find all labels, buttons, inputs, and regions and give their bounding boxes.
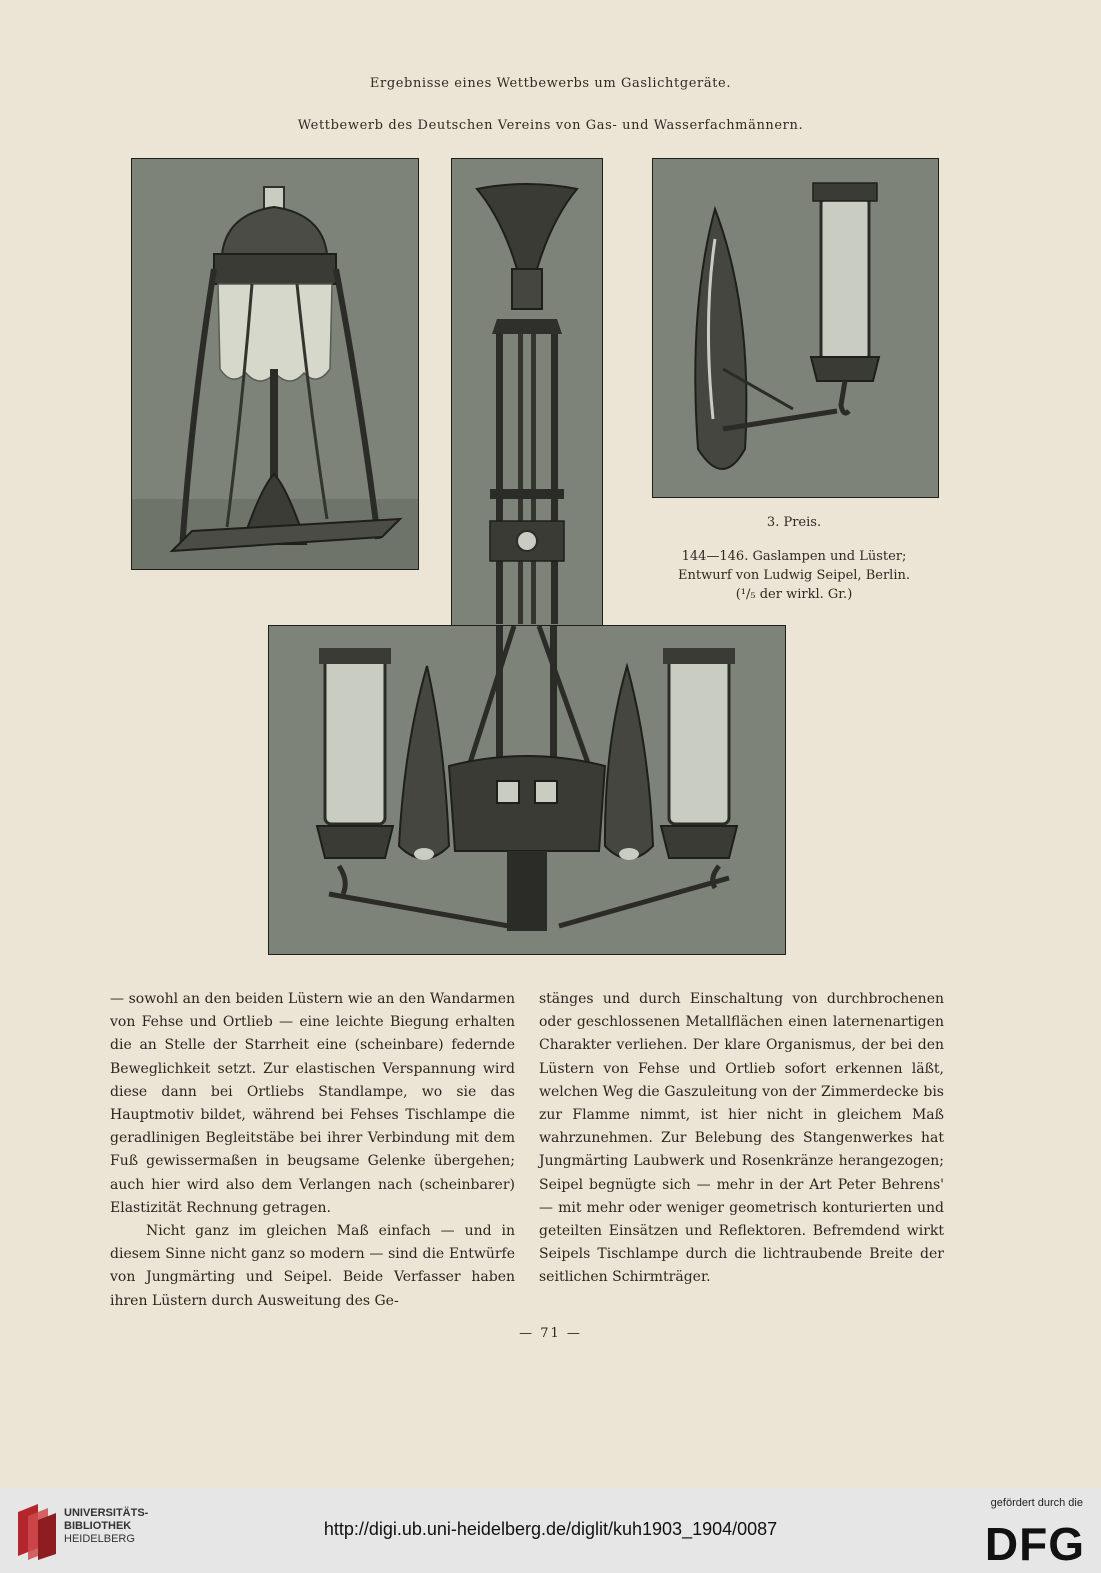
paragraph: stänges und durch Einschaltung von durchbrochenen oder geschlossenen Metallflächen einen laternenartigen Charakter verliehen. Der klare Organismus, der bei den Lüstern von Fehse und Ortlieb sofort erkennen läßt, welchen Weg die Gaszuleitung von der Zimmerdecke bis zur Flamme nimmt, ist hier nicht in gleichem Maß wahrzunehmen. Zur Belebung des Stangenwerkes hat Jungmärting Laubwerk und Rosenkränze herangezogen; Seipel begnügte sich — mehr in der Art Peter Behrens' — mit mehr oder weniger geometrisch konturierten und geteilten Einsätzen und Reflektoren. Befremdend wirkt Seipels Tischlampe durch die lichtraubende Breite der seitlichen Schirmträger. bbox=[539, 991, 944, 1286]
caption-scale: (¹/₅ der wirkl. Gr.) bbox=[735, 587, 853, 602]
institution-line: BIBLIOTHEK bbox=[64, 1520, 132, 1532]
chandelier-arms-illustration bbox=[269, 626, 785, 954]
chandelier-stem-illustration bbox=[452, 159, 602, 627]
text-column-right bbox=[539, 988, 944, 1290]
dfg-logo: DFG bbox=[984, 1518, 1085, 1570]
photo-chandelier-lower bbox=[268, 625, 786, 955]
running-header: Ergebnisse eines Wettbewerbs um Gaslichtgeräte. bbox=[369, 76, 732, 91]
caption-prize: 3. Preis. bbox=[766, 515, 822, 530]
digitization-footer bbox=[0, 1488, 1101, 1573]
institution-line: HEIDELBERG bbox=[64, 1533, 135, 1545]
table-lamp-illustration bbox=[132, 159, 418, 569]
caption-title: 144—146. Gaslampen und Lüster; bbox=[681, 549, 907, 564]
institution-line: UNIVERSITÄTS- bbox=[64, 1507, 149, 1519]
photo-wall-lamp bbox=[652, 158, 939, 498]
paragraph: Nicht ganz im gleichen Maß einfach — und in diesem Sinne nicht ganz so modern — sind die Entwürfe von Jungmärting und Seipel. Beide Verfasser haben ihren Lüstern durch Ausweitung des Ge- bbox=[110, 1223, 515, 1309]
photo-chandelier-upper bbox=[451, 158, 603, 627]
section-header: Wettbewerb des Deutschen Vereins von Gas- und Wasserfachmännern. bbox=[297, 118, 804, 133]
source-url-link[interactable]: http://digi.ub.uni-heidelberg.de/diglit/kuh1903_1904/0087 bbox=[323, 1519, 778, 1539]
wall-lamp-illustration bbox=[653, 159, 938, 497]
photo-table-lamp bbox=[131, 158, 419, 570]
page-number: — 71 — bbox=[519, 1326, 582, 1341]
funded-by-label: gefördert durch die bbox=[990, 1497, 1083, 1509]
caption-designer: Entwurf von Ludwig Seipel, Berlin. bbox=[678, 568, 910, 583]
paragraph: — sowohl an den beiden Lüstern wie an den Wandarmen von Fehse und Ortlieb — eine leichte Biegung erhalten die an Stelle der Starrheit eine (scheinbare) federnde Beweglichkeit setzt. Zur elastischen Verspannung wird diese dann bei Ortliebs Standlampe, wo sie das Hauptmotiv bildet, während bei Fehses Tischlampe die geradlinigen Begleitstäbe bei ihrer Verbindung mit dem Fuß gewissermaßen in beugsame Gelenke übergehen; auch hier wird also dem Verlangen nach (scheinbarer) Elastizität Rechnung getragen. bbox=[110, 991, 515, 1216]
text-column-left bbox=[110, 988, 515, 1313]
